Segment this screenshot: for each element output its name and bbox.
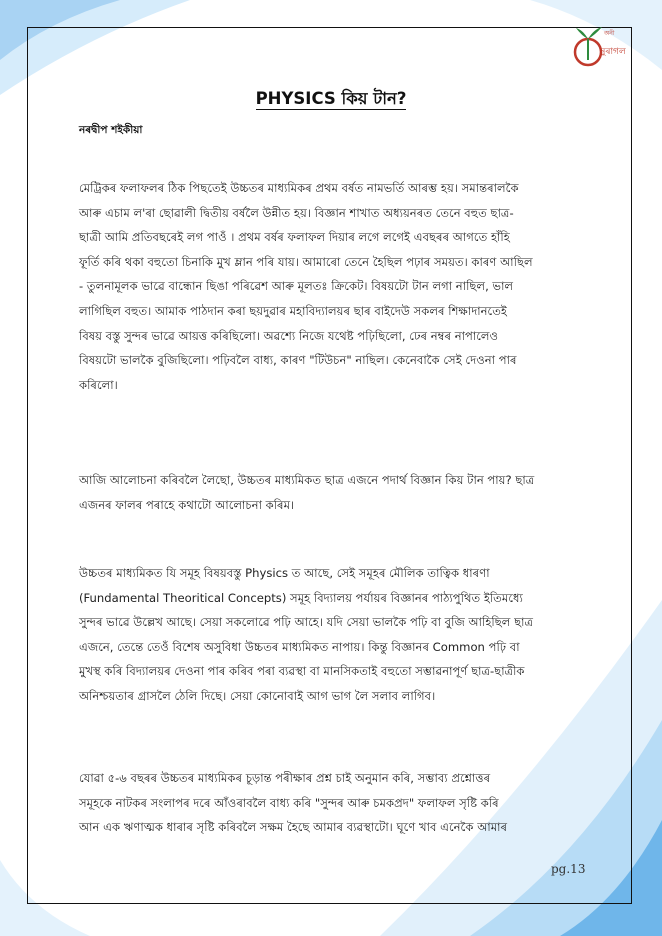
paragraph-2 xyxy=(79,468,584,517)
text-line: আজি আলোচনা কৰিবলৈ লৈছো, উচ্চতৰ মাধ্যমিকত ছাত্ৰ এজনে পদাৰ্থ বিজ্ঞান কিয় টান পায়? ছাত্ৰ xyxy=(79,473,535,487)
text-line: লাগিছিল বহুত। আমাক পাঠদান কৰা ছয়দুৱাৰ মহাবিদ্যালয়ৰ ছাৰ বাইদেউ সকলৰ শিক্ষাদানতেই xyxy=(79,303,507,318)
text-line: মেট্ৰিকৰ ফলাফলৰ ঠিক পিছতেই উচ্চতৰ মাধ্যমিকৰ প্ৰথম বৰ্ষত নামভৰ্তি আৰম্ভ হয়। সমান্তৰালকৈ xyxy=(79,181,519,195)
text-line: সুন্দৰ ভাৱে উল্লেখ আছে। সেয়া সকলোৱে পঢ়ি আহে। যদি সেয়া ভালকৈ পঢ়ি বা বুজি আহিছিল ছাত্ৰ xyxy=(79,615,534,630)
text-line: বিষয়টো ভালকৈ বুজিছিলো। পঢ়িবলৈ বাধ্য, কাৰণ "টিউচন" নাছিল। কেনেবাকৈ সেই দেওনা পাৰ xyxy=(79,353,517,368)
paragraph-4 xyxy=(79,766,584,840)
text-line: বিষয় বস্তু সুন্দৰ ভাৱে আয়ত্ত কৰিছিলো। অৱশ্যে নিজে যথেষ্ট পঢ়িছিলো, ঢেৰ নম্বৰ নাপালেও xyxy=(79,328,499,343)
logo-text: নুৰাগল xyxy=(600,47,626,57)
text-line: উচ্চতৰ মাধ্যমিকত যি সমূহ বিষয়বস্তু Physics ত আছে, সেই সমূহৰ মৌলিক তাত্বিক ধাৰণা xyxy=(79,566,490,580)
text-line: আন এক ঋণাত্মক ধাৰাৰ সৃষ্টি কৰিবলৈ সক্ষম হৈছে আমাৰ ব্যৱস্থাটো। ঘূণে খাব এনেকৈ আমাৰ xyxy=(79,820,508,835)
text-line: ছাত্ৰী আমি প্ৰতিবছৰেই লগ পাওঁ । প্ৰথম বৰ্ষৰ ফলাফল দিয়াৰ লগে লগেই এবছৰৰ আগতে হাঁহি xyxy=(79,230,510,245)
text-line: ফূৰ্তি কৰি থকা বহুতো চিনাকি মুখ ম্লান পৰি যায়। আমাৰো তেনে হৈছিল পঢ়াৰ সময়ত। কাৰণ আছিল xyxy=(79,254,533,269)
paragraph-3 xyxy=(79,561,584,709)
article-title-text: PHYSICS কিয় টান? xyxy=(255,89,407,108)
text-line: এজনে, তেন্তে তেওঁ বিশেষ অসুবিধা উচ্চতৰ মাধ্যমিকত নাপায়। কিন্তু বিজ্ঞানৰ Common পঢ়ি বা xyxy=(79,639,520,654)
logo-small-text: অনী xyxy=(604,30,615,37)
page-number: pg.13 xyxy=(551,862,586,876)
text-line: (Fundamental Theoritical Concepts) সমূহ বিদ্যালয় পৰ্যায়ৰ বিজ্ঞানৰ পাঠ্যপুথিত ইতিমধ্যে xyxy=(79,590,523,605)
text-line: এজনৰ ফালৰ পৰাহে কথাটো আলোচনা কৰিম। xyxy=(79,497,295,512)
article-title xyxy=(0,86,662,113)
text-line: যোৱা ৫-৬ বছৰৰ উচ্চতৰ মাধ্যমিকৰ চূড়ান্ত পৰীক্ষাৰ প্ৰশ্ন চাই অনুমান কৰি, সম্ভাব্য প্ৰশ্নোত্তৰ xyxy=(79,771,491,785)
text-line: সমূহকে নাটকৰ সংলাপৰ দৰে আঁওৰাবলৈ বাধ্য কৰি "সুন্দৰ আৰু চমকপ্ৰদ" ফলাফল সৃষ্টি কৰি xyxy=(79,795,499,810)
author-name: নৰদ্বীপ শইকীয়া xyxy=(79,124,143,136)
text-line: আৰু এচাম ল'ৰা ছোৱালী দ্বিতীয় বৰ্ষলৈ উন্নীত হয়। বিজ্ঞান শাখাত অধ্যয়নৰত তেনে বহুত ছাত্ৰ- xyxy=(79,205,514,220)
text-line: - তুলনামূলক ভাৱে বান্ধোন ছিঙা পৰিৱেশ আৰু মূলতঃ ক্ৰিকেট। বিষয়টো টান লগা নাছিল, ভাল xyxy=(79,279,514,294)
text-line: অনিশ্চয়তাৰ গ্ৰাসলৈ ঠেলি দিছে। সেয়া কোনোবাই আগ ভাগ লৈ সলাব লাগিব। xyxy=(79,688,436,703)
text-line: মুখস্থ কৰি বিদ্যালয়ৰ দেওনা পাৰ কৰিব পৰা ব্যৱস্থা বা মানসিকতাই বহুতো সম্ভাৱনাপূৰ্ণ ছাত্ৰ-ছাত্ৰীক xyxy=(79,664,525,679)
paragraph-1 xyxy=(79,176,584,397)
text-line: কৰিলো। xyxy=(79,377,118,392)
